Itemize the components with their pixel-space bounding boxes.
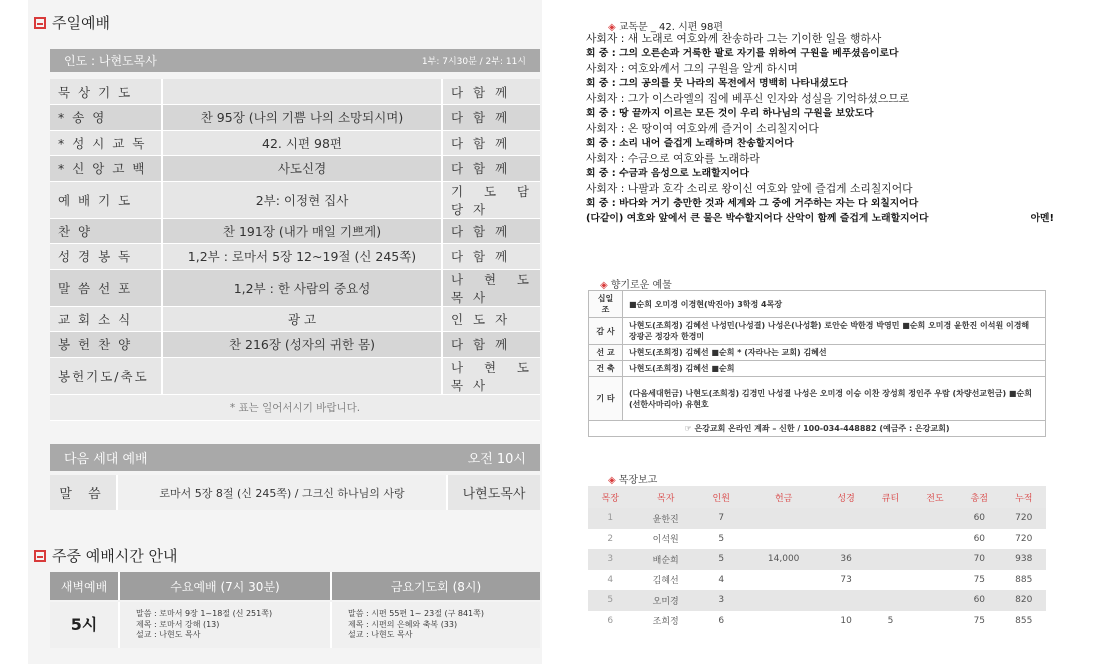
care-cell [868, 508, 912, 529]
order-content: 찬 216장 (성자의 귀한 몸) [162, 332, 442, 358]
responsive-line [586, 211, 1062, 226]
order-content: 1,2부 : 한 사람의 중요성 [162, 269, 442, 306]
friday-line: 말씀 : 시편 55편 1~ 23절 (구 841쪽) [348, 609, 484, 619]
responsive-line-text: 사회자 : 나팔과 호각 소리로 왕이신 여호와 앞에 즐겁게 소리칠지어다 [586, 182, 913, 195]
order-item: 봉헌기도/축도 [50, 357, 162, 394]
responsive-title-text: 교독문 _ 42. 시편 98편 [618, 22, 724, 33]
responsive-line [586, 181, 1062, 196]
care-report-title-text: 목장보고 [618, 475, 658, 486]
responsive-line [586, 151, 1062, 166]
order-row [50, 218, 540, 244]
responsive-line [586, 166, 1062, 181]
responsive-line-text: 회 중 : 바다와 거기 충만한 것과 세계와 그 중에 거주하는 자는 다 외칠지어다 [586, 198, 919, 209]
care-cell [743, 590, 823, 611]
care-cell [868, 549, 912, 570]
care-row [588, 508, 1046, 529]
care-column-header: 누적 [1002, 486, 1046, 508]
offering-category: 건 축 [589, 361, 623, 377]
next-gen-bar [50, 444, 540, 471]
responsive-line-text: 회 중 : 수금과 음성으로 노래할지어다 [586, 168, 749, 179]
care-cell [913, 508, 957, 529]
care-cell: 1 [588, 508, 632, 529]
order-row [50, 181, 540, 218]
care-cell [824, 590, 868, 611]
offerings-table [588, 290, 1046, 437]
care-cell: 820 [1002, 590, 1046, 611]
responsive-line-text: 회 중 : 그의 오른손과 거룩한 팔로 자기를 위하여 구원을 베푸셨음이로다 [586, 48, 899, 59]
responsive-line [586, 46, 1062, 61]
order-content: 찬 95장 (나의 기쁨 나의 소망되시며) [162, 105, 442, 131]
care-cell [913, 611, 957, 632]
offering-row [589, 318, 1046, 345]
friday-header: 금요기도회 (8시) [332, 572, 540, 600]
offering-category: 십일조 [589, 291, 623, 318]
online-account: ☞ 은강교회 온라인 계좌 – 신한 / 100-034-448882 (예금주 : 은강교회) [589, 421, 1046, 437]
order-who: 다 함 께 [442, 130, 540, 156]
care-cell: 5 [699, 549, 743, 570]
leader-text: 인도 : 나현도목사 [64, 54, 157, 68]
order-item: 봉 헌 찬 양 [50, 332, 162, 358]
care-row [588, 611, 1046, 632]
care-cell [743, 611, 823, 632]
responsive-line-text: 사회자 : 온 땅이여 여호와께 즐거이 소리칠지어다 [586, 122, 819, 135]
order-who: 다 함 께 [442, 332, 540, 358]
care-cell [868, 570, 912, 591]
order-of-worship-table [50, 79, 540, 421]
order-who: 인 도 자 [442, 306, 540, 332]
order-who: 나 현 도 목 사 [442, 269, 540, 306]
weekly-title: 주중 예배시간 안내 [52, 547, 178, 565]
responsive-line-text: 사회자 : 수금으로 여호와를 노래하라 [586, 152, 760, 165]
care-cell: 조희정 [652, 617, 679, 628]
care-cell: 7 [699, 508, 743, 529]
care-cell [913, 570, 957, 591]
responsive-line-text: 사회자 : 그가 이스라엘의 집에 베푸신 인자와 성실을 기억하셨으므로 [586, 92, 910, 105]
care-cell [913, 549, 957, 570]
sunday-worship-heading [34, 12, 110, 33]
care-report-table [588, 486, 1046, 631]
order-item: 성 경 봉 독 [50, 244, 162, 270]
leader-bar [50, 49, 540, 72]
responsive-line [586, 61, 1062, 76]
care-cell: 855 [1015, 615, 1033, 626]
offering-names: (다음세대헌금) 나현도(조희정) 김경민 나성결 나성은 오미경 이승 이찬 장성희 정인주 우람 (차량선교헌금) ■순희 (선한사마리아) 유현호 [623, 377, 1046, 421]
order-row [50, 105, 540, 131]
wednesday-header: 수요예배 (7시 30분) [120, 572, 332, 600]
diamond-bullet-icon: ◈ [600, 280, 608, 291]
care-cell [743, 529, 823, 550]
care-row [588, 529, 1046, 550]
standing-note: * 표는 일어서시기 바랍니다. [50, 394, 540, 420]
care-cell: 885 [1015, 574, 1033, 585]
care-cell: 14,000 [743, 549, 823, 570]
next-gen-label: 말 씀 [59, 487, 107, 502]
care-cell: 60 [957, 508, 1001, 529]
care-cell: 73 [840, 574, 852, 585]
responsive-line [586, 121, 1062, 136]
care-report-title [608, 471, 657, 486]
square-bullet-icon [34, 550, 46, 562]
right-panel [582, 18, 1062, 643]
order-content: 찬 191장 (내가 매일 기쁘게) [162, 218, 442, 244]
responsive-line [586, 136, 1062, 151]
order-content: 1,2부 : 로마서 5장 12~19절 (신 245쪽) [162, 244, 442, 270]
order-who: 다 함 께 [442, 105, 540, 131]
care-column-header: 인원 [699, 486, 743, 508]
care-row [588, 570, 1046, 591]
order-who: 다 함 께 [442, 218, 540, 244]
care-cell: 김혜선 [652, 576, 679, 587]
friday-line: 설교 : 나현도 목사 [348, 630, 413, 640]
next-gen-row [50, 475, 540, 510]
dawn-header: 새벽예배 [50, 572, 120, 600]
wednesday-line: 설교 : 나현도 목사 [136, 630, 201, 640]
order-row [50, 332, 540, 358]
offering-row [589, 345, 1046, 361]
care-cell: 3 [588, 549, 632, 570]
offering-row [589, 361, 1046, 377]
offering-names: 나현도(조희정) 김혜선 ■순희 [623, 361, 1046, 377]
responsive-line [586, 31, 1062, 46]
care-cell [868, 590, 912, 611]
care-column-header: 성경 [824, 486, 868, 508]
order-item: * 송 영 [50, 105, 162, 131]
offering-names: ■순희 오미경 이경현(박진아) 3학정 4목장 [623, 291, 1046, 318]
order-item: 묵 상 기 도 [50, 79, 162, 105]
next-gen-title: 다음 세대 예배 [64, 452, 148, 467]
care-cell [913, 529, 957, 550]
care-cell: 2 [607, 533, 614, 544]
care-cell: 36 [824, 549, 868, 570]
care-column-header: 총점 [957, 486, 1001, 508]
care-cell [743, 570, 823, 591]
responsive-line-text: 회 중 : 소리 내어 즐겁게 노래하며 찬송할지어다 [586, 138, 794, 149]
order-item: 교 회 소 식 [50, 306, 162, 332]
care-column-header: 목장 [588, 486, 632, 508]
care-cell: 60 [973, 533, 986, 544]
care-cell: 5 [887, 615, 894, 626]
wednesday-line: 말씀 : 로마서 9장 1~18절 (신 251쪽) [136, 609, 273, 619]
next-gen-preacher: 나현도목사 [462, 487, 526, 502]
order-content: 42. 시편 98편 [162, 130, 442, 156]
offering-category: 선 교 [589, 345, 623, 361]
responsive-line [586, 196, 1062, 211]
care-cell: 윤한진 [632, 508, 699, 529]
order-content: 광 고 [162, 306, 442, 332]
next-gen-content: 로마서 5장 8절 (신 245쪽) / 그크신 하나님의 사랑 [116, 475, 448, 510]
diamond-bullet-icon: ◈ [608, 22, 616, 33]
responsive-line-text: 사회자 : 여호와께서 그의 구원을 알게 하시며 [586, 62, 798, 75]
responsive-line-text: (다같이) 여호와 앞에서 큰 물은 박수할지어다 산악이 함께 즐겁게 노래할지어다 [586, 213, 929, 224]
care-cell: 4 [718, 574, 725, 585]
offering-row [589, 291, 1046, 318]
responsive-line [586, 91, 1062, 106]
offerings-title [600, 276, 672, 291]
offering-names: 나현도(조희정) 김혜선 나성민(나성결) 나성은(나성환) 로안순 박한경 박영민 ■순희 오미경 윤한진 이석원 이경해 장광곤 정강자 한경미 [623, 318, 1046, 345]
order-row [50, 244, 540, 270]
offering-category: 기 타 [589, 377, 623, 421]
responsive-reading-lines [586, 31, 1062, 226]
order-who: 나 현 도 목 사 [442, 357, 540, 394]
care-cell: 4 [607, 574, 614, 585]
care-cell [913, 590, 957, 611]
responsive-line-text: 회 중 : 땅 끝까지 이르는 모든 것이 우리 하나님의 구원을 보았도다 [586, 108, 874, 119]
order-item: 말 씀 선 포 [50, 269, 162, 306]
care-cell: 938 [1002, 549, 1046, 570]
responsive-line [586, 106, 1062, 121]
care-cell: 720 [1015, 533, 1033, 544]
care-cell: 75 [973, 615, 986, 626]
order-content [162, 357, 442, 394]
order-item: 예 배 기 도 [50, 181, 162, 218]
order-who: 다 함 께 [442, 244, 540, 270]
order-row [50, 79, 540, 105]
care-cell: 5 [588, 590, 632, 611]
wednesday-details [120, 602, 332, 648]
order-row [50, 357, 540, 394]
care-cell: 60 [957, 590, 1001, 611]
care-cell: 720 [1002, 508, 1046, 529]
order-content: 사도신경 [162, 156, 442, 182]
care-cell [743, 508, 823, 529]
order-row [50, 156, 540, 182]
care-cell [824, 529, 868, 550]
offerings-title-text: 향기로운 예물 [610, 280, 672, 291]
order-who: 다 함 께 [442, 79, 540, 105]
care-column-header: 헌금 [743, 486, 823, 508]
order-row [50, 269, 540, 306]
care-row [588, 590, 1046, 611]
care-cell [868, 529, 912, 550]
care-cell: 6 [607, 615, 614, 626]
care-cell: 배순희 [632, 549, 699, 570]
care-cell: 5 [718, 533, 725, 544]
care-cell: 이석원 [652, 535, 679, 546]
order-item: * 신 앙 고 백 [50, 156, 162, 182]
sunday-worship-title: 주일예배 [52, 14, 110, 32]
care-cell: 70 [957, 549, 1001, 570]
weekly-schedule-body [50, 602, 540, 648]
care-cell: 오미경 [632, 590, 699, 611]
weekly-heading [34, 545, 177, 566]
order-content [162, 79, 442, 105]
care-row [588, 549, 1046, 570]
care-cell: 6 [718, 615, 725, 626]
dawn-time: 5시 [50, 602, 120, 648]
responsive-line-text: 회 중 : 그의 공의를 뭇 나라의 목전에서 명백히 나타내셨도다 [586, 78, 848, 89]
order-who: 기 도 담 당 자 [442, 181, 540, 218]
care-cell [824, 508, 868, 529]
order-row [50, 130, 540, 156]
responsive-line [586, 76, 1062, 91]
service-times: 1부: 7시30분 / 2부: 11시 [421, 57, 526, 67]
care-column-header: 큐티 [868, 486, 912, 508]
diamond-bullet-icon: ◈ [608, 475, 616, 486]
next-gen-time: 오전 10시 [467, 452, 526, 467]
offering-category: 감 사 [589, 318, 623, 345]
responsive-line-text: 사회자 : 새 노래로 여호와께 찬송하라 그는 기이한 일을 행하사 [586, 32, 882, 45]
care-column-header: 목자 [632, 486, 699, 508]
care-cell: 3 [699, 590, 743, 611]
weekly-schedule-header [50, 572, 540, 600]
order-content: 2부: 이정현 집사 [162, 181, 442, 218]
offering-names: 나현도(조희정) 김혜선 ■순희 * (자라나는 교회) 김혜선 [623, 345, 1046, 361]
order-item: 찬 양 [50, 218, 162, 244]
order-row [50, 306, 540, 332]
order-item: * 성 시 교 독 [50, 130, 162, 156]
friday-details [332, 602, 540, 648]
care-column-header: 전도 [913, 486, 957, 508]
friday-line: 제목 : 시편의 은혜와 축복 (33) [348, 619, 458, 629]
wednesday-line: 제목 : 로마서 강해 (13) [136, 619, 220, 629]
care-cell: 10 [840, 615, 852, 626]
order-who: 다 함 께 [442, 156, 540, 182]
amen-text: 아멘! [1030, 213, 1054, 224]
care-cell: 75 [973, 574, 986, 585]
square-bullet-icon [34, 17, 46, 29]
offering-row [589, 377, 1046, 421]
